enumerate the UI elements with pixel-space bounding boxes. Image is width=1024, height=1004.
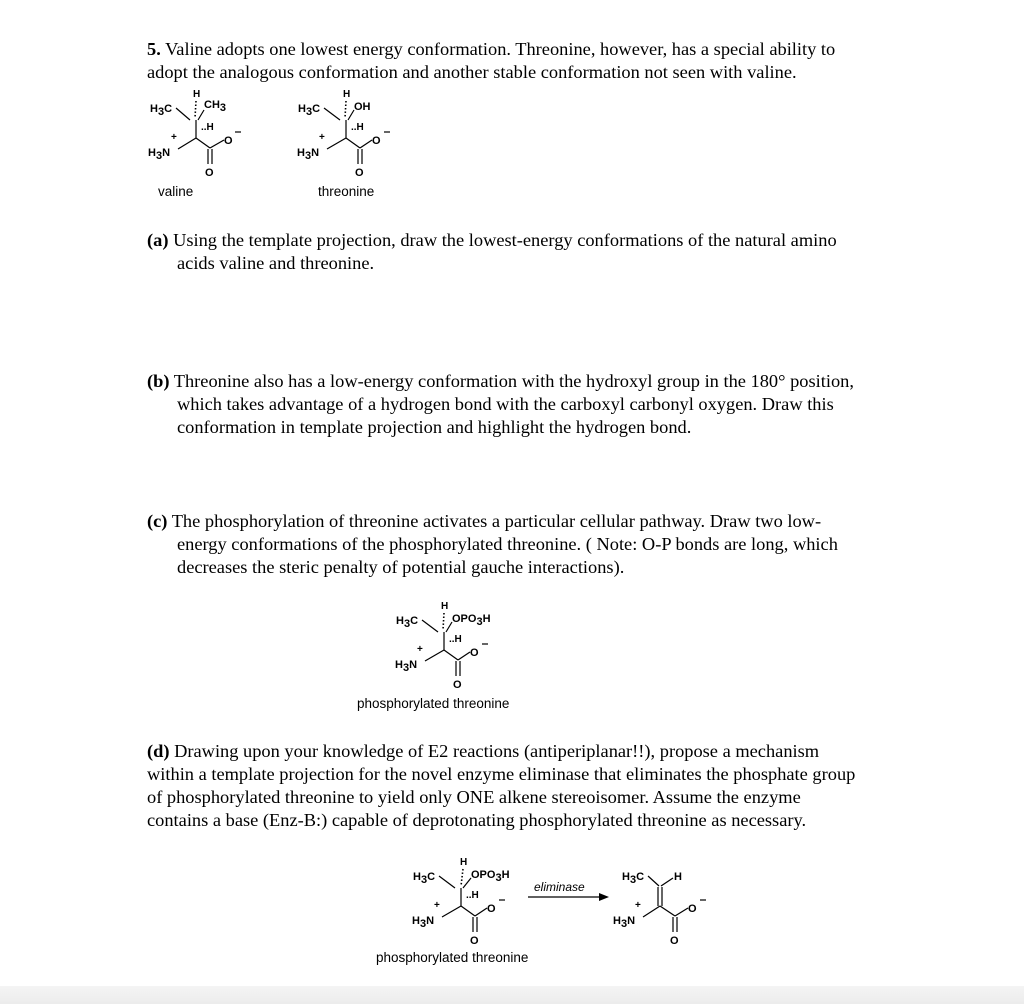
valine-caption: valine [158, 184, 194, 199]
atom-h-mid: ..H [466, 890, 479, 901]
charge-plus: + [417, 644, 423, 655]
question-number: 5. [147, 39, 161, 59]
atom-h-mid: ..H [449, 634, 462, 645]
phosphorylated-threonine-caption: phosphorylated threonine [357, 696, 510, 711]
part-b: (b) Threonine also has a low-energy conformation with the hydroxyl group in the 180° position, which takes advantage of a hydrogen bond with the carboxyl carbonyl oxygen. Draw this conformation in template projection and highlight the hydrogen bond. [147, 371, 854, 437]
part-d: (d) Drawing upon your knowledge of E2 reactions (antiperiplanar!!), propose a mechanism within a template projection for the novel enzyme eliminase that eliminates the phosphate group of phosphorylated threonine to yield only ONE alkene stereoisomer. Assume the enzyme contains a base (Enz-B:) capable of deprotonating phosphorylated threonine as necessary. [147, 741, 856, 830]
product-o-minus: O [688, 903, 697, 915]
product-h3c: H3C [622, 871, 645, 886]
group-h3c: H3C [413, 871, 436, 886]
atom-o-minus: O [224, 135, 233, 147]
reaction-arrow-head [599, 893, 609, 901]
part-c-label: (c) [147, 511, 168, 531]
product-h3n: H3N [613, 915, 636, 930]
product-o-carbonyl: O [670, 935, 679, 947]
phosphorylated-threonine-structure [388, 596, 528, 696]
group-ch3: CH3 [204, 99, 227, 114]
charge-plus: + [319, 132, 325, 143]
atom-o-minus: O [487, 903, 496, 915]
atom-h-top: H [193, 89, 201, 100]
atom-h-top: H [460, 857, 468, 868]
group-opo3h: OPO3H [452, 613, 491, 628]
product-h: H [674, 871, 682, 883]
eliminase-label: eliminase [534, 880, 585, 894]
valine-structure [140, 84, 250, 184]
product-charge-plus: + [635, 900, 641, 911]
group-h3c: H3C [396, 615, 419, 630]
atom-o-carbonyl: O [205, 167, 214, 179]
part-a: (a) Using the template projection, draw the lowest-energy conformations of the natural amino acids valine and threonine. [147, 230, 837, 273]
atom-h-mid: ..H [351, 122, 364, 133]
threonine-caption: threonine [318, 184, 375, 199]
window-bottom-edge [0, 986, 1024, 1004]
reaction-caption: phosphorylated threonine [376, 950, 529, 965]
group-h3n: H3N [395, 659, 418, 674]
group-oh: OH [354, 101, 371, 113]
atom-o-carbonyl: O [470, 935, 479, 947]
group-h3c: H3C [298, 103, 321, 118]
charge-plus: + [171, 132, 177, 143]
group-opo3h: OPO3H [471, 869, 510, 884]
group-h3n: H3N [148, 147, 171, 162]
part-d-label: (d) [147, 741, 170, 761]
group-h3n: H3N [412, 915, 435, 930]
atom-o-minus: O [470, 647, 479, 659]
atom-h-mid: ..H [201, 122, 214, 133]
atom-o-carbonyl: O [453, 679, 462, 691]
question-text: 5. Valine adopts one lowest energy conformation. Threonine, however, has a special ability to adopt the analogous conformation and another stable conformation not seen with valine. [147, 39, 836, 82]
group-h3c: H3C [150, 103, 173, 118]
part-b-label: (b) [147, 371, 170, 391]
part-c: (c) The phosphorylation of threonine activates a particular cellular pathway. Draw two low- energy conformations of the phosphorylated threonine. ( Note: O-P bonds are long, which decreases the steric penalty of potential gauche interactions). [147, 511, 838, 577]
atom-o-carbonyl: O [355, 167, 364, 179]
part-a-label: (a) [147, 230, 169, 250]
atom-h-top: H [343, 89, 351, 100]
group-h3n: H3N [297, 147, 320, 162]
atom-o-minus: O [372, 135, 381, 147]
atom-h-top: H [441, 601, 449, 612]
charge-plus: + [434, 900, 440, 911]
threonine-structure [290, 84, 400, 184]
eliminase-reaction [405, 852, 725, 952]
